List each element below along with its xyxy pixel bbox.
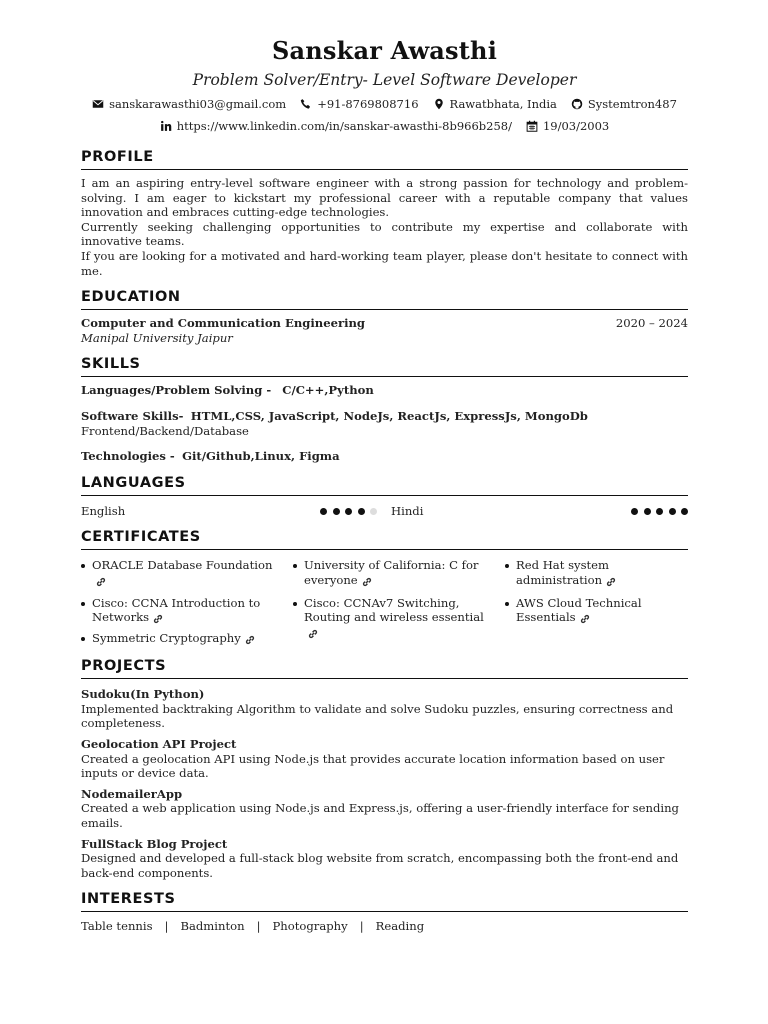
certificate-name: ORACLE Database Foundation — [92, 558, 273, 573]
interest-item: Reading — [375, 919, 425, 934]
email-text: sanskarawasthi03@gmail.com — [109, 97, 287, 111]
project-item — [81, 687, 688, 731]
github-contact[interactable] — [571, 96, 677, 112]
skill-value: HTML,CSS, JavaScript, NodeJs, ReactJs, ExpressJs, MongoDb — [190, 408, 588, 423]
language-level-english — [240, 508, 377, 515]
certificate-name: Symmetric Cryptography — [92, 631, 241, 646]
project-name: Sudoku(In Python) — [81, 687, 205, 702]
project-desc: Created a web application using Node.js and Express.js, offering a user-friendly interface for sending emails. — [81, 801, 679, 831]
linkedin-icon — [160, 120, 172, 132]
profile-paragraph: I am an aspiring entry-level software engineer with a strong passion for technology and problem-solving. I am eager to kickstart my professional career with a reputable company that values innovation and embraces cutting-edge technologies. — [81, 176, 688, 220]
skill-value: Git/Github,Linux, Figma — [182, 449, 340, 464]
bullet-icon — [293, 564, 297, 568]
candidate-subtitle: Problem Solver/Entry- Level Software Developer — [192, 71, 577, 89]
linkedin-contact[interactable] — [160, 118, 512, 134]
interest-item: Table tennis — [81, 919, 153, 934]
project-desc: Implemented backtraking Algorithm to validate and solve Sudoku puzzles, ensuring correctness and completeness. — [81, 701, 674, 731]
interest-item: Photography — [272, 919, 348, 934]
section-title-profile: PROFILE — [81, 148, 688, 170]
section-title-interests: INTERESTS — [81, 890, 688, 912]
certificate-name: University of California: C for everyone — [304, 558, 479, 587]
project-name: FullStack Blog Project — [81, 836, 228, 851]
skill-sub: Frontend/Backend/Database — [81, 423, 249, 438]
github-icon — [571, 98, 583, 110]
linkedin-text: https://www.linkedin.com/in/sanskar-awasthi-8b966b258/ — [176, 119, 512, 133]
skill-label: Technologies - — [81, 449, 175, 464]
profile-body — [81, 176, 688, 278]
certificate-item — [505, 558, 688, 587]
phone-contact[interactable] — [300, 96, 418, 112]
bullet-icon — [505, 602, 509, 606]
degree-name: Computer and Communication Engineering — [81, 316, 366, 331]
bullet-icon — [81, 602, 85, 606]
bullet-icon — [293, 602, 297, 606]
bullet-icon — [81, 637, 85, 641]
calendar-icon — [526, 120, 538, 132]
bullet-icon — [81, 564, 85, 568]
skills-section — [81, 355, 688, 463]
languages-row — [81, 504, 688, 519]
education-body — [81, 316, 688, 345]
link-icon[interactable] — [362, 576, 372, 586]
education-section — [81, 288, 688, 345]
profile-paragraph: Currently seeking challenging opportunities to contribute my expertise and collaborate with innovative teams. — [81, 219, 688, 249]
contact-row-1 — [81, 96, 688, 112]
interest-separator: | — [256, 919, 261, 934]
certificate-item — [293, 596, 505, 640]
proficiency-dot-filled — [644, 508, 651, 515]
proficiency-dot-filled — [320, 508, 327, 515]
proficiency-dot-filled — [631, 508, 638, 515]
language-name: English — [81, 503, 126, 518]
skill-item — [81, 449, 688, 464]
project-item — [81, 787, 688, 831]
skill-value: C/C++,Python — [282, 383, 374, 398]
github-text: Systemtron487 — [587, 97, 677, 111]
education-dates: 2020 – 2024 — [615, 316, 688, 331]
skill-label: Languages/Problem Solving - — [81, 383, 272, 398]
proficiency-dot-filled — [345, 508, 352, 515]
languages-section — [81, 474, 688, 519]
interests-list — [81, 919, 688, 934]
proficiency-dot-filled — [358, 508, 365, 515]
project-desc: Created a geolocation API using Node.js that provides accurate location information based on user inputs or device data. — [81, 751, 665, 781]
section-title-education: EDUCATION — [81, 288, 688, 310]
project-name: NodemailerApp — [81, 786, 183, 801]
section-title-languages: LANGUAGES — [81, 474, 688, 496]
email-contact[interactable] — [92, 96, 286, 112]
interest-item: Badminton — [180, 919, 245, 934]
certificate-item — [81, 631, 293, 647]
dob-text: 19/03/2003 — [542, 119, 610, 133]
proficiency-dot-empty — [370, 508, 377, 515]
dob-contact — [526, 118, 609, 134]
certificate-name: AWS Cloud Technical Essentials — [516, 595, 642, 625]
school-name: Manipal University Jaipur — [81, 330, 233, 345]
candidate-name: Sanskar Awasthi — [271, 36, 498, 65]
projects-body — [81, 687, 688, 880]
projects-section — [81, 657, 688, 880]
certificates-section — [81, 528, 688, 647]
certificates-list — [81, 558, 688, 647]
project-desc: Designed and developed a full-stack blog website from scratch, encompassing both the front-end and back-end components. — [81, 851, 679, 880]
skill-item — [81, 409, 688, 438]
section-title-skills: SKILLS — [81, 355, 688, 377]
certificate-item — [293, 558, 505, 587]
resume-page — [81, 36, 688, 934]
certificate-item — [505, 596, 688, 640]
contact-row-2 — [81, 118, 688, 134]
interest-separator: | — [359, 919, 364, 934]
education-row — [81, 316, 688, 331]
language-name: Hindi — [391, 503, 424, 518]
project-name: Geolocation API Project — [81, 737, 237, 752]
section-title-projects: PROJECTS — [81, 657, 688, 679]
certificate-name: Cisco: CCNA Introduction to Networks — [92, 595, 261, 625]
language-level-hindi — [551, 508, 688, 515]
proficiency-dot-filled — [669, 508, 676, 515]
skill-label: Software Skills- — [81, 408, 184, 423]
link-icon[interactable] — [606, 576, 616, 586]
certificate-item — [81, 558, 293, 587]
profile-paragraph: If you are looking for a motivated and hard-working team player, please don't hesitate to connect with me. — [81, 248, 688, 278]
skill-item — [81, 383, 688, 398]
location-pin-icon — [433, 98, 445, 110]
interest-separator: | — [164, 919, 169, 934]
proficiency-dot-filled — [656, 508, 663, 515]
certificate-name: Cisco: CCNAv7 Switching, Routing and wireless essential — [304, 595, 484, 625]
skills-body — [81, 383, 688, 463]
bullet-icon — [505, 564, 509, 568]
envelope-icon — [92, 98, 104, 110]
proficiency-dot-filled — [681, 508, 688, 515]
link-icon[interactable] — [580, 613, 590, 623]
link-icon[interactable] — [96, 576, 106, 586]
location-contact — [433, 96, 557, 112]
link-icon[interactable] — [153, 613, 163, 623]
link-icon[interactable] — [308, 628, 318, 638]
profile-section — [81, 148, 688, 278]
phone-icon — [300, 98, 312, 110]
certificate-name: Red Hat system administration — [516, 558, 610, 587]
link-icon[interactable] — [245, 634, 255, 644]
interests-section — [81, 890, 688, 934]
proficiency-dot-filled — [333, 508, 340, 515]
location-text: Rawatbhata, India — [449, 97, 557, 111]
project-item — [81, 737, 688, 781]
phone-text: +91-8769808716 — [317, 97, 419, 111]
project-item — [81, 837, 688, 881]
section-title-certificates: CERTIFICATES — [81, 528, 688, 550]
